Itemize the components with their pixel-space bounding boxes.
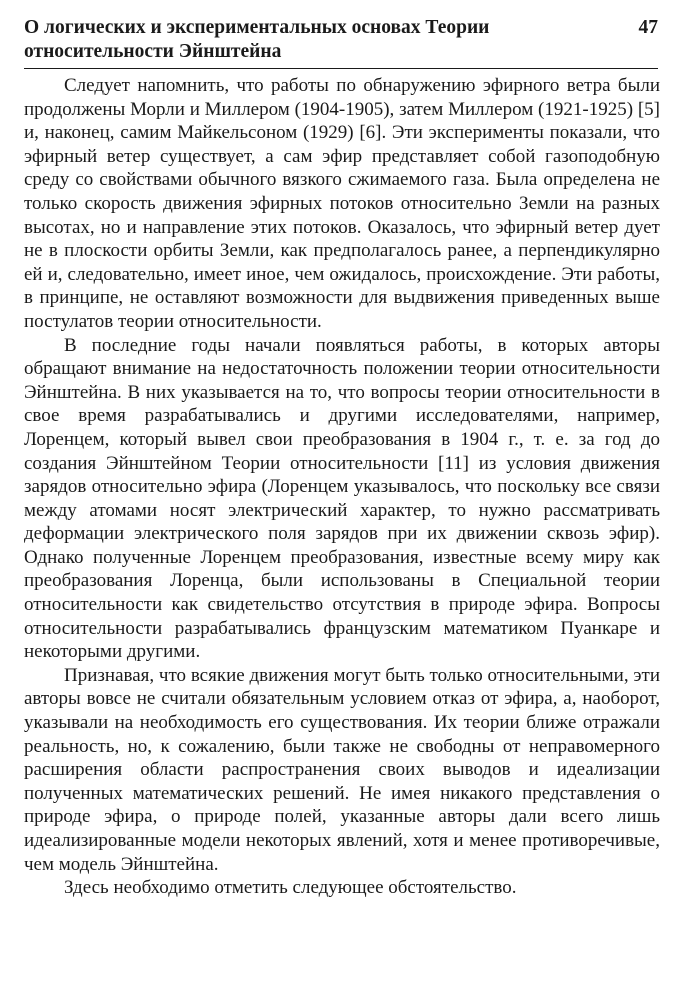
paragraph: В последние годы начали появляться работы, в которых авторы обращают внимание на недостаточность положении теории относительности Эйнштейна. В них указывается на то, что вопросы теории относительности в свое время разрабатывались и другими исследователями, например, Лоренцем, который вывел свои преобразования в 1904 г., т. е. за год до создания Эйнштейном Теории относительности [11] из условия движения зарядов относительно эфира (Лоренцем указывалось, что поскольку все связи между атомами носят электрический характер, то нужно рассматривать деформации электрического поля зарядов при их движении сквозь эфир). Однако полученные Лоренцем преобразования, известные всему миру как преобразования Лоренца, были использованы в Специальной теории относительности как свидетельство отсутствия в природе эфира. Вопросы относительности разрабатывались французским математиком Пуанкаре и некоторыми другими. [24, 334, 660, 663]
paragraph: Следует напомнить, что работы по обнаружению эфирного ветра были продолжены Морли и Миллером (1904-1905), затем Миллером (1921-1925) [5] и, наконец, самим Майкельсоном (1929) [6]. Эти эксперименты показали, что эфирный ветер существует, а сам эфир представляет собой газоподобную среду со свойствами обычного вязкого сжимаемого газа. Была определена не только скорость движения эфирных потоков относительно Земли на разных высотах, но и направление этих потоков. Оказалось, что эфирный ветер дует не в плоскости орбиты Земли, как предполагалось ранее, а перпендикулярно ей и, следовательно, имеет иное, чем ожидалось, происхождение. Эти работы, в принципе, не оставляют возможности для выдвижения приведенных выше постулатов теории относительности. [24, 75, 660, 332]
running-title: О логических и экспериментальных основах Теории относительности Эйнштейна [24, 17, 490, 62]
page-header [24, 16, 658, 69]
paragraph: Здесь необходимо отметить следующее обстоятельство. [64, 877, 517, 899]
body-text [24, 74, 660, 900]
page-number: 47 [638, 17, 658, 38]
paragraph: Признавая, что всякие движения могут быть только относительными, эти авторы вовсе не считали обязательным условием отказ от эфира, а, наоборот, указывали на необходимость его существования. Их теории ближе отражали реальность, но, к сожалению, были также не свободны от неправомерного расширения области распространения своих выводов и идеализации полученных математических решений. Не имея никакого представления о природе эфира, о природе полей, указанные авторы дали всего лишь идеализированные модели некоторых явлений, хотя и менее противоречивые, чем модель Эйнштейна. [24, 664, 660, 875]
